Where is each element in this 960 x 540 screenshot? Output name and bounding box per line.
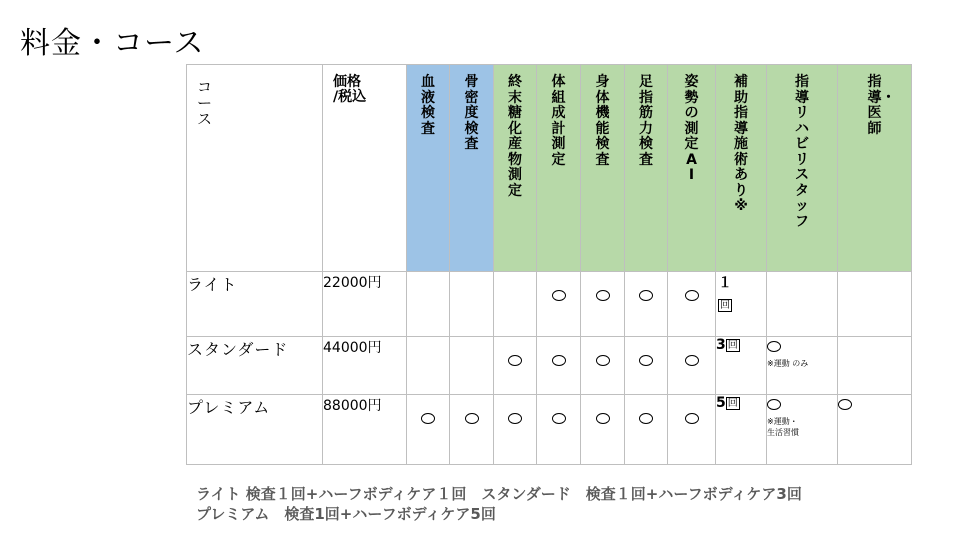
header-bone-density: 骨密度検査 [450,65,494,272]
included-mark [596,355,610,366]
included-mark [421,413,435,424]
included-mark [508,355,522,366]
included-mark [596,413,610,424]
included-mark [767,399,781,410]
cell-body-comp [537,395,581,465]
cell-assist-sessions [716,272,767,337]
cell-posture [668,272,716,337]
included-mark [552,355,566,366]
included-mark [838,399,852,410]
course-name: スタンダード [187,337,323,395]
included-mark [685,413,699,424]
header-posture-ai: 姿勢の測定AI [668,65,716,272]
cell-bone [450,395,494,465]
cell-foot [625,272,668,337]
cell-rehab-staff [767,337,838,395]
included-mark [685,355,699,366]
included-mark [596,290,610,301]
cell-bone [450,272,494,337]
course-price: 22000円 [323,272,407,337]
header-rehab-staff: 指導リハビリスタッフ [767,65,838,272]
header-body-composition: 体組成計測定 [537,65,581,272]
cell-foot [625,337,668,395]
cell-body-func [581,395,625,465]
session-unit: 回 [727,340,738,351]
cell-doctor [838,272,912,337]
included-mark [685,290,699,301]
cell-rehab-staff [767,395,838,465]
header-assist-treatment: 補助指導施術あり※ [716,65,767,272]
cell-blood [407,337,450,395]
footnote-line-2: プレミアム 検査1回+ハーフボディケア5回 [196,505,496,523]
session-unit: 回 [720,300,730,311]
cell-age [494,395,537,465]
header-doctor: 指導・医師 [838,65,912,272]
included-mark [552,413,566,424]
cell-posture [668,395,716,465]
footnote-line-1: ライト 検査１回+ハーフボディケア１回 スタンダード 検査１回+ハーフボディケア3回 [196,485,802,503]
cell-body-comp [537,337,581,395]
included-mark [639,413,653,424]
cell-bone [450,337,494,395]
cell-doctor [838,395,912,465]
cell-body-comp [537,272,581,337]
session-unit: 回 [727,398,738,409]
header-course: コース [187,65,323,272]
table-row [187,337,912,395]
course-name: プレミアム [187,395,323,465]
cell-age [494,272,537,337]
header-row [187,65,912,272]
header-age-measurement: 終末糖化産物測定 [494,65,537,272]
cell-blood [407,395,450,465]
cell-body-func [581,337,625,395]
cell-blood [407,272,450,337]
cell-assist-sessions [716,337,767,395]
session-count: 5 [716,395,726,411]
cell-foot [625,395,668,465]
course-footnote [196,484,802,524]
cell-age [494,337,537,395]
cell-assist-sessions [716,395,767,465]
included-mark [767,341,781,352]
included-mark [508,413,522,424]
course-price: 44000円 [323,337,407,395]
session-count: １ [718,275,732,291]
cell-rehab-staff [767,272,838,337]
cell-doctor [838,337,912,395]
course-name: ライト [187,272,323,337]
header-blood-test: 血液検査 [407,65,450,272]
pricing-table [186,64,912,465]
session-count: 3 [716,337,726,353]
table-row [187,395,912,465]
header-body-function: 身体機能検査 [581,65,625,272]
included-mark [552,290,566,301]
course-price: 88000円 [323,395,407,465]
rehab-note: ※運動 のみ [767,359,809,368]
page-title: 料金・コース [20,26,205,61]
table-row [187,272,912,337]
included-mark [639,355,653,366]
header-price: 価格 /税込 [323,65,407,272]
included-mark [639,290,653,301]
rehab-note: ※運動・ 生活習慣 [767,417,799,437]
cell-posture [668,337,716,395]
header-foot-strength: 足指筋力検査 [625,65,668,272]
cell-body-func [581,272,625,337]
included-mark [465,413,479,424]
